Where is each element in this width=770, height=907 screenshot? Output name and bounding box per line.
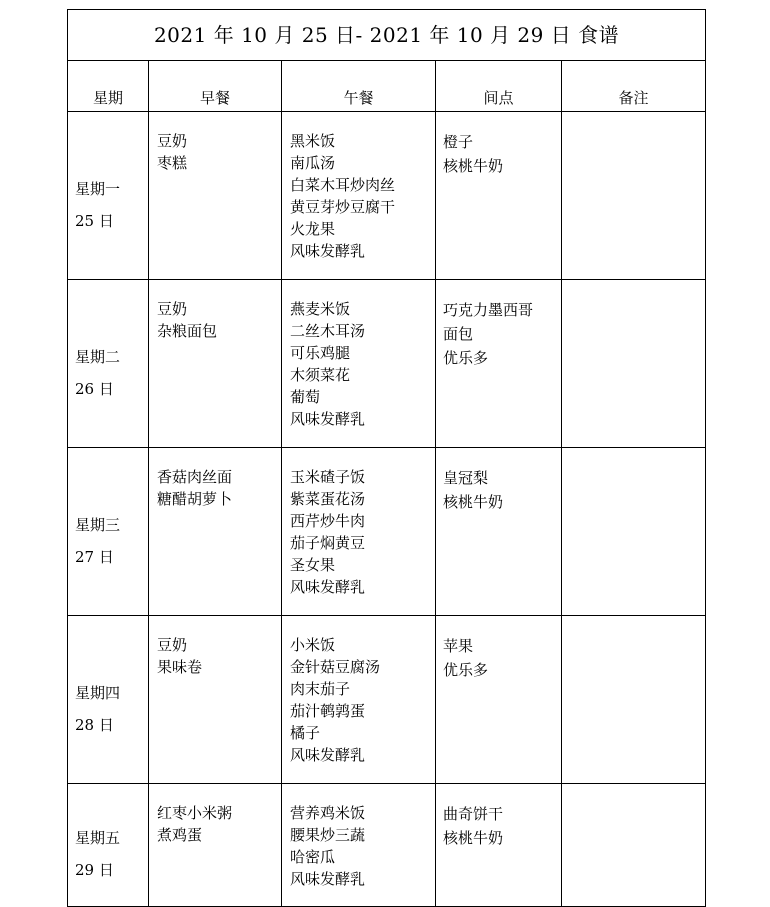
breakfast-cell [149,784,282,907]
menu-table [67,9,706,907]
snack-cell [436,448,562,616]
breakfast-item: 红枣小米粥 [157,804,233,822]
snack-item: 巧克力墨西哥 [443,301,534,319]
breakfast-item: 果味卷 [157,658,203,676]
snack-item: 核桃牛奶 [443,493,504,511]
lunch-item: 哈密瓜 [290,848,336,866]
breakfast-item: 煮鸡蛋 [157,826,203,844]
snack-item: 皇冠梨 [443,469,489,487]
day-row [68,448,706,616]
notes-cell [562,280,706,448]
header-lunch-label: 午餐 [343,89,374,107]
lunch-item: 葡萄 [290,388,321,406]
header-breakfast-label: 早餐 [199,89,230,107]
lunch-item: 风味发酵乳 [290,578,366,596]
lunch-item: 二丝木耳汤 [290,322,366,340]
notes-cell [562,784,706,907]
breakfast-cell [149,616,282,784]
snack-item: 核桃牛奶 [443,829,504,847]
weekday-label: 星期四 [75,683,121,702]
lunch-item: 黑米饭 [290,132,336,150]
lunch-item: 黄豆芽炒豆腐干 [290,198,396,216]
date-label: 29 日 [75,861,114,879]
breakfast-item: 豆奶 [157,300,188,318]
weekday-label: 星期二 [75,347,121,366]
lunch-item: 风味发酵乳 [290,242,366,260]
breakfast-item: 香菇肉丝面 [157,468,233,486]
lunch-item: 木须菜花 [290,366,351,384]
notes-cell [562,448,706,616]
lunch-cell [282,112,436,280]
lunch-item: 营养鸡米饭 [290,804,366,822]
snack-item: 面包 [443,325,474,343]
snack-item: 优乐多 [443,661,489,679]
lunch-item: 风味发酵乳 [290,410,366,428]
breakfast-item: 枣糕 [157,154,188,172]
header-notes [562,61,706,112]
lunch-item: 可乐鸡腿 [290,344,351,362]
lunch-item: 西芹炒牛肉 [290,512,366,530]
lunch-item: 燕麦米饭 [290,300,351,318]
breakfast-item: 杂粮面包 [157,322,218,340]
lunch-item: 茄汁鹌鹑蛋 [290,702,366,720]
day-cell [68,784,149,907]
breakfast-item: 豆奶 [157,636,188,654]
header-day-label: 星期 [92,89,123,107]
snack-item: 苹果 [443,637,474,655]
day-cell [68,616,149,784]
snack-item: 曲奇饼干 [443,805,504,823]
header-breakfast [149,61,282,112]
lunch-item: 白菜木耳炒肉丝 [290,176,396,194]
lunch-item: 肉末茄子 [290,680,351,698]
lunch-cell [282,616,436,784]
header-notes-label: 备注 [618,89,649,107]
date-label: 28 日 [75,715,114,734]
lunch-item: 南瓜汤 [290,154,336,172]
notes-cell [562,112,706,280]
header-snack-label: 间点 [483,89,514,107]
lunch-item: 圣女果 [290,556,336,574]
weekday-label: 星期一 [75,179,121,198]
snack-item: 橙子 [443,133,474,151]
breakfast-item: 糖醋胡萝卜 [157,490,233,508]
lunch-item: 紫菜蛋花汤 [290,490,366,508]
snack-item: 优乐多 [443,349,489,367]
weekday-label: 星期三 [75,515,121,534]
lunch-item: 茄子焖黄豆 [290,534,366,552]
header-day [68,61,149,112]
lunch-item: 金针菇豆腐汤 [290,658,381,676]
lunch-item: 玉米碴子饭 [290,468,366,486]
lunch-item: 风味发酵乳 [290,746,366,764]
day-cell [68,448,149,616]
snack-cell [436,112,562,280]
header-row [68,61,706,112]
snack-cell [436,616,562,784]
day-row [68,784,706,907]
day-cell [68,112,149,280]
breakfast-cell [149,280,282,448]
snack-cell [436,784,562,907]
lunch-cell [282,448,436,616]
day-row [68,112,706,280]
snack-item: 核桃牛奶 [443,157,504,175]
title-row [68,10,706,61]
lunch-cell [282,784,436,907]
lunch-item: 小米饭 [290,636,336,654]
menu-title: 2021 年 10 月 25 日- 2021 年 10 月 29 日 食谱 [68,10,706,61]
day-cell [68,280,149,448]
header-snack [436,61,562,112]
lunch-cell [282,280,436,448]
lunch-item: 橘子 [290,724,321,742]
breakfast-item: 豆奶 [157,132,188,150]
lunch-item: 腰果炒三蔬 [290,826,366,844]
day-row [68,616,706,784]
breakfast-cell [149,112,282,280]
weekday-label: 星期五 [75,829,121,847]
breakfast-cell [149,448,282,616]
lunch-item: 火龙果 [290,220,336,238]
date-label: 26 日 [75,379,114,398]
date-label: 25 日 [75,211,114,230]
lunch-item: 风味发酵乳 [290,870,366,888]
header-lunch [282,61,436,112]
day-row [68,280,706,448]
snack-cell [436,280,562,448]
notes-cell [562,616,706,784]
date-label: 27 日 [75,547,114,566]
